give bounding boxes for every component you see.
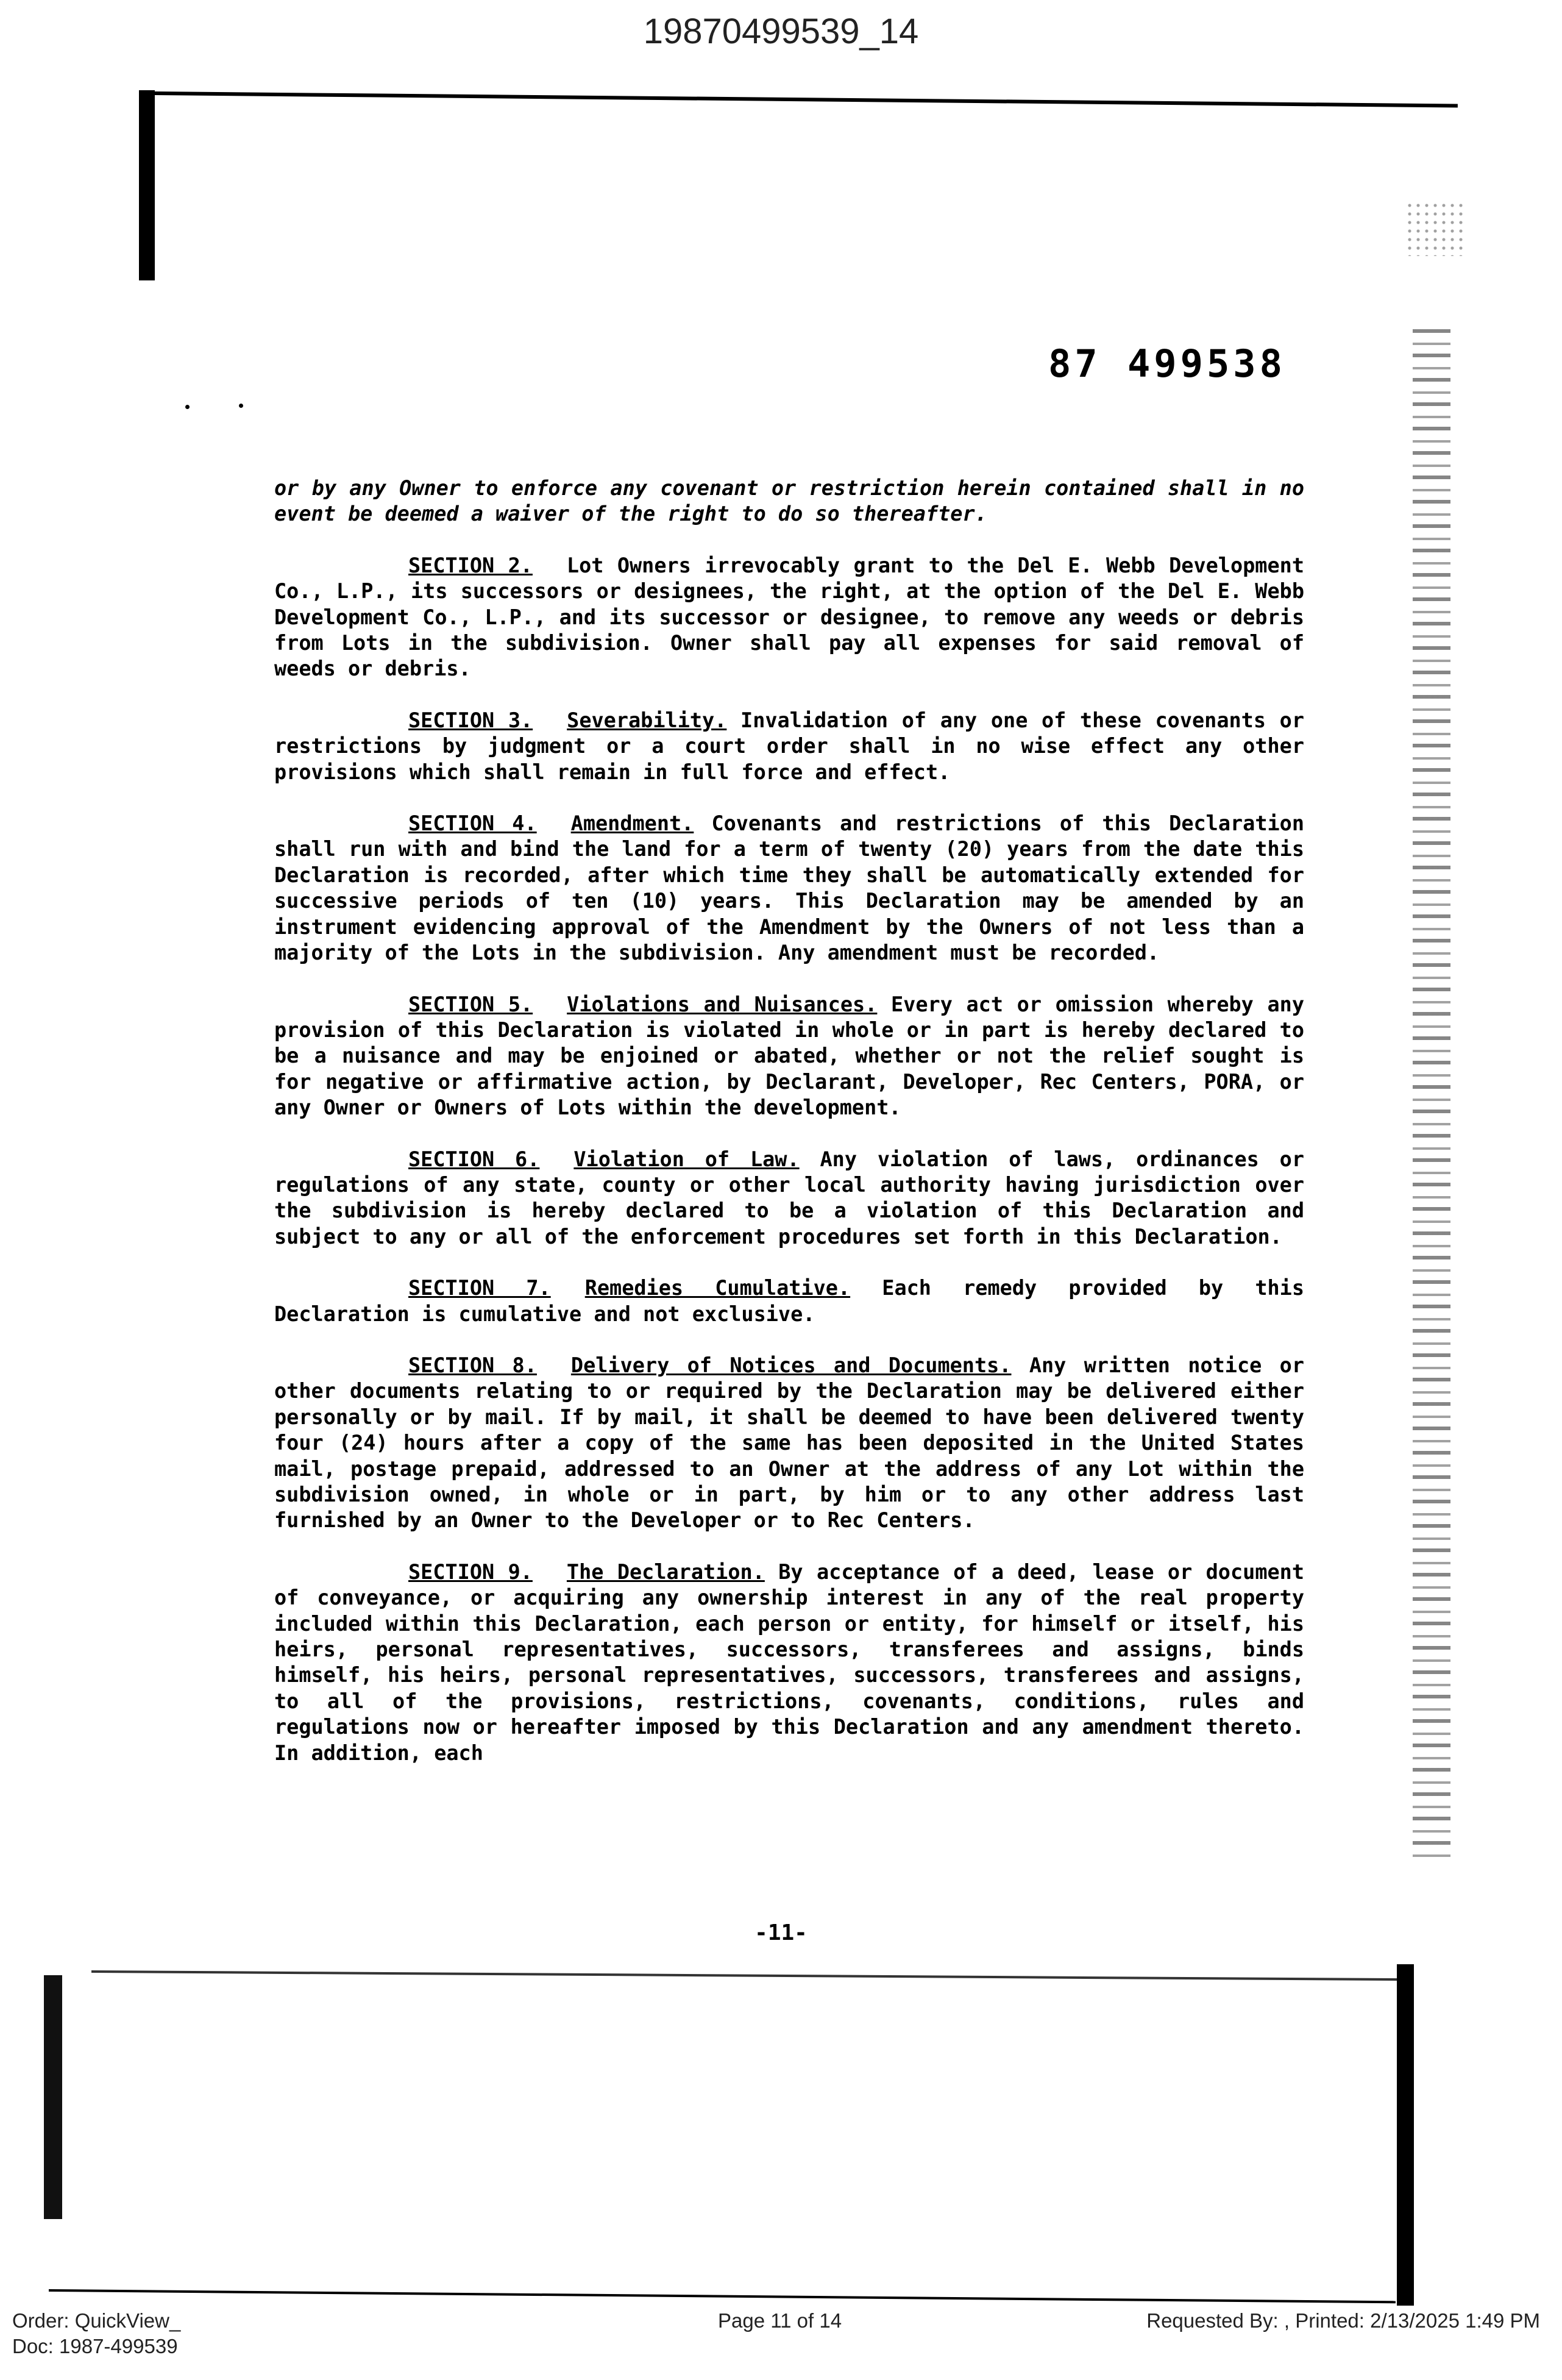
recording-number: 87 499538 [1048,341,1286,386]
lead-paragraph: or by any Owner to enforce any covenant or restriction herein contained shall in no event be deemed a waiver of the right to do so thereafter. [274,476,1304,526]
scan-edge-bottom [49,2289,1396,2303]
section-title: Remedies Cumulative. [584,1276,851,1300]
scan-border-left-bottom [44,1975,62,2219]
section-text: Covenants and restrictions of this Declaration shall run with and bind the land for a term of twenty (20) years from the date this Declaration is recorded, after which time they shall be automatically extended for successive periods of ten (10) years. This Declaration may be amended by an instrument evidencing approval of the Amendment by the Owners of not less than a majority of the Lots in the subdivision. Any amendment must be recorded. [274,811,1305,965]
section-label: SECTION 5. [408,992,533,1016]
scan-edge-bottom-wavy [91,1970,1402,1981]
section-text: Every act or omission whereby any provision of this Declaration is violated in whole or in part is hereby declared to be a nuisance and may be enjoined or abated, whether or not the relief sought is for negative or affirmative action, by Declarant, Developer, Rec Centers, PORA, or any Owner or Owners of Lots within the development. [274,992,1304,1120]
section-9 [274,1559,1304,1766]
section-label: SECTION 3. [408,708,533,732]
section-8 [274,1353,1304,1534]
footer-requested: Requested By: , Printed: 2/13/2025 1:49 PM [1146,2309,1540,2332]
section-label: SECTION 2. [408,553,533,577]
footer-page-count: Page 11 of 14 [718,2309,842,2332]
scan-noise-right-edge [1413,329,1450,1865]
page-number-marker: -11- [754,1920,808,1945]
section-6 [274,1147,1304,1250]
scan-speck [185,405,190,409]
scan-noise-top-right [1405,201,1464,256]
section-text: Invalidation of any one of these covenants or restrictions by judgment or a court order shall in no wise effect any other provisions which shall remain in full force and effect. [274,708,1305,784]
scan-border-left-top [139,90,155,280]
section-label: SECTION 9. [408,1559,533,1584]
section-title: Violation of Law. [573,1147,800,1171]
section-title: Violations and Nuisances. [567,992,878,1016]
scan-edge-top [154,91,1458,108]
section-text: Lot Owners irrevocably grant to the Del E. Webb Development Co., L.P., its successors or designees, the right, at the option of the Del E. Webb Development Co., L.P., and its successor or designee, to remove any weeds or debris from Lots in the subdivision. Owner shall pay all expenses for said removal of weeds or debris. [274,553,1304,681]
section-title: Severability. [567,708,727,732]
document-body [274,476,1304,1792]
scan-border-right-bottom [1397,1964,1414,2306]
section-5 [274,992,1304,1121]
document-id: 19870499539_14 [643,12,919,51]
section-3 [274,708,1304,785]
section-label: SECTION 7. [408,1276,551,1300]
section-label: SECTION 4. [408,811,537,836]
section-text: Each remedy provided by this Declaration is cumulative and not exclusive. [274,1276,1305,1326]
section-4 [274,811,1304,966]
section-text: Any written notice or other documents relating to or required by the Declaration may be delivered either personally or by mail. If by mail, it shall be deemed to have been delivered twenty four (24) hours after a copy of the same has been deposited in the United States mail, postage prepaid, addressed to an Owner at the address of any Lot within the subdivision owned, in whole or in part, by him or to any other address last furnished by an Owner to the Developer or to Rec Centers. [274,1353,1305,1533]
section-title: Delivery of Notices and Documents. [570,1353,1012,1377]
section-text: Any violation of laws, ordinances or regulations of any state, county or other local authority having jurisdiction over the subdivision is hereby declared to be a violation of this Declaration and subject to any or all of the enforcement procedures set forth in this Declaration. [274,1147,1304,1249]
section-2 [274,553,1304,682]
scan-speck [239,404,243,408]
section-label: SECTION 8. [408,1353,537,1377]
section-7 [274,1275,1304,1327]
footer-doc: Doc: 1987-499539 [12,2335,178,2357]
section-label: SECTION 6. [408,1147,540,1171]
section-title: Amendment. [570,811,694,836]
section-title: The Declaration. [566,1559,765,1584]
footer-order: Order: QuickView_ [12,2309,181,2332]
section-text: By acceptance of a deed, lease or document of conveyance, or acquiring any ownership interest in any of the real property included within this Declaration, each person or entity, for himself or itself, his heirs, personal representatives, successors, transferees and assigns, binds himself, his heirs, personal representatives, successors, transferees and assigns, to all of the provisions, restrictions, covenants, conditions, rules and regulations now or hereafter imposed by this Declaration and any amendment thereto. In addition, each [274,1559,1304,1765]
